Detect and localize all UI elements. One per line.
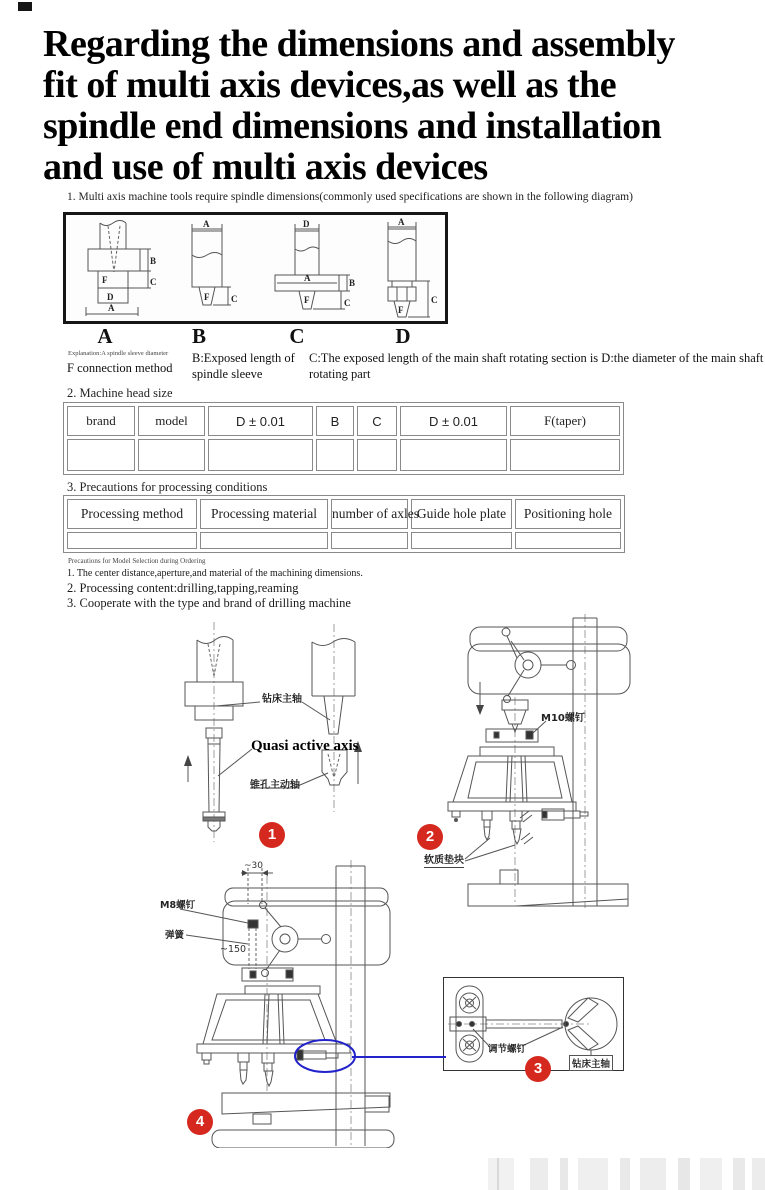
- note-item-2: 2. Processing content:drilling,tapping,reaming: [67, 581, 299, 595]
- figD-dim-A: A: [398, 217, 405, 227]
- spindle-figures-drawing: [66, 215, 445, 321]
- figC-dim-A: A: [304, 273, 311, 283]
- figA-dim-F: F: [102, 275, 108, 285]
- scan-artifact-bar: [497, 1158, 499, 1190]
- cell-model: [138, 439, 205, 471]
- d4-step-number-badge: 4: [187, 1109, 213, 1135]
- col-c: C: [357, 406, 397, 436]
- explanation-f-text: F connection method: [67, 361, 173, 375]
- title-line-3: spindle end dimensions and installation: [43, 105, 662, 147]
- col-b: B: [316, 406, 354, 436]
- figC-dim-B: B: [349, 278, 356, 288]
- figC-dim-D: D: [303, 219, 310, 229]
- figure-letter-D: D: [395, 324, 411, 348]
- d2-step-number-badge: 2: [417, 824, 443, 850]
- cell-brand: [67, 439, 135, 471]
- cell-d1: [208, 439, 313, 471]
- figB-dim-C: C: [231, 294, 238, 304]
- d3-adjust-screw-label: 调节螺钉: [488, 1044, 527, 1055]
- d1-taper-shaft-label: 锥孔主动轴: [250, 780, 300, 791]
- figD-dim-F: F: [398, 305, 404, 315]
- table-empty-row: [67, 532, 621, 549]
- scan-artifact-bar: [488, 1158, 514, 1190]
- section1-heading: 1. Multi axis machine tools require spindle dimensions(commonly used specifications are shown in the following diagram): [67, 191, 633, 203]
- notes-small-heading: Precautions for Model Selection during Ordering: [68, 557, 206, 565]
- table-empty-row: [67, 439, 620, 471]
- figB-dim-A: A: [203, 219, 210, 229]
- note-item-3: 3. Cooperate with the type and brand of drilling machine: [67, 596, 351, 610]
- d1-drill-spindle-label: 钻床主轴: [262, 694, 302, 705]
- col-guide-hole-plate: Guide hole plate: [411, 499, 512, 529]
- d3-drill-spindle-label: 钻床主轴: [569, 1055, 613, 1071]
- col-d2: D ± 0.01: [400, 406, 507, 436]
- table-header-row: [67, 499, 621, 529]
- scan-artifact-bar: [733, 1158, 745, 1190]
- col-positioning-hole: Positioning hole: [515, 499, 621, 529]
- figB-dim-F: F: [204, 292, 210, 302]
- figA-dim-D: D: [107, 292, 114, 302]
- col-model: model: [138, 406, 205, 436]
- d2-m10-screw-label: M10螺钉: [541, 713, 585, 724]
- cell-positioning-hole: [515, 532, 621, 549]
- scan-artifact-bar: [530, 1158, 548, 1190]
- explanation-b-line1: B:Exposed length of: [192, 351, 295, 365]
- d3-step-number-badge: 3: [525, 1056, 551, 1082]
- col-processing-material: Processing material: [200, 499, 328, 529]
- d4-dim-30-label: ~30: [244, 861, 263, 871]
- figure-letter-C: C: [289, 324, 305, 348]
- processing-conditions-table: [63, 495, 625, 553]
- scan-artifact-bar: [752, 1158, 765, 1190]
- cell-c: [357, 439, 397, 471]
- note-item-1: 1. The center distance,aperture,and material of the machining dimensions.: [67, 568, 363, 579]
- diagram1-spindle-drawing: [150, 616, 430, 856]
- col-processing-method: Processing method: [67, 499, 197, 529]
- table-header-row: [67, 406, 620, 436]
- col-number-of-axles: number of axles: [331, 499, 408, 529]
- figure-letter-B: B: [191, 324, 206, 348]
- col-f-taper: F(taper): [510, 406, 620, 436]
- figC-dim-F: F: [304, 295, 310, 305]
- cell-processing-material: [200, 532, 328, 549]
- explanation-a-text: Explanation:A spindle sleeve diameter: [68, 350, 169, 357]
- title-line-2: fit of multi axis devices,as well as the: [43, 64, 617, 106]
- figC-dim-C: C: [344, 298, 351, 308]
- section2-heading: 2. Machine head size: [67, 386, 173, 400]
- cell-d2: [400, 439, 507, 471]
- scan-artifact-bar: [678, 1158, 690, 1190]
- spindle-diagram-box: [63, 212, 448, 324]
- section3-heading: 3. Precautions for processing conditions: [67, 480, 268, 494]
- cell-processing-method: [67, 532, 197, 549]
- scan-artifact-bar: [700, 1158, 722, 1190]
- figD-dim-C: C: [431, 295, 438, 305]
- cell-b: [316, 439, 354, 471]
- detail-callout-connector-line: [352, 1056, 446, 1058]
- d4-spring-label: 弹簧: [165, 930, 185, 941]
- explanation-cd-text: C:The exposed length of the main shaft rotating section is D:the diameter of the main shaft rotating part: [309, 351, 764, 381]
- col-brand: brand: [67, 406, 135, 436]
- cell-guide-hole-plate: [411, 532, 512, 549]
- explanation-b-line2: spindle sleeve: [192, 367, 263, 381]
- cell-number-of-axles: [331, 532, 408, 549]
- scan-artifact-bar: [620, 1158, 630, 1190]
- scan-artifact-bar: [578, 1158, 608, 1190]
- scan-artifact-mark: [18, 2, 32, 11]
- figA-dim-B: B: [150, 256, 157, 266]
- scan-artifact-bar: [640, 1158, 666, 1190]
- scan-artifact-bar: [560, 1158, 568, 1190]
- d1-step-number-badge: 1: [259, 822, 285, 848]
- d4-m8-screw-label: M8螺钉: [160, 900, 196, 911]
- title-line-1: Regarding the dimensions and assembly: [43, 23, 675, 65]
- figA-dim-C: C: [150, 277, 157, 287]
- explanation-b-text: [192, 350, 307, 382]
- machine-head-size-table: [63, 402, 624, 475]
- cell-f-taper: [510, 439, 620, 471]
- col-d1: D ± 0.01: [208, 406, 313, 436]
- figure-letter-A: A: [97, 324, 113, 348]
- d1-quasi-active-axis-label: Quasi active axis: [251, 738, 359, 754]
- page-title: [43, 24, 675, 188]
- figA-dim-A: A: [108, 303, 115, 313]
- d4-dim-150-label: ~150: [220, 944, 247, 955]
- title-line-4: and use of multi axis devices: [43, 146, 488, 188]
- d2-soft-pad-label: 软质垫块: [424, 851, 464, 868]
